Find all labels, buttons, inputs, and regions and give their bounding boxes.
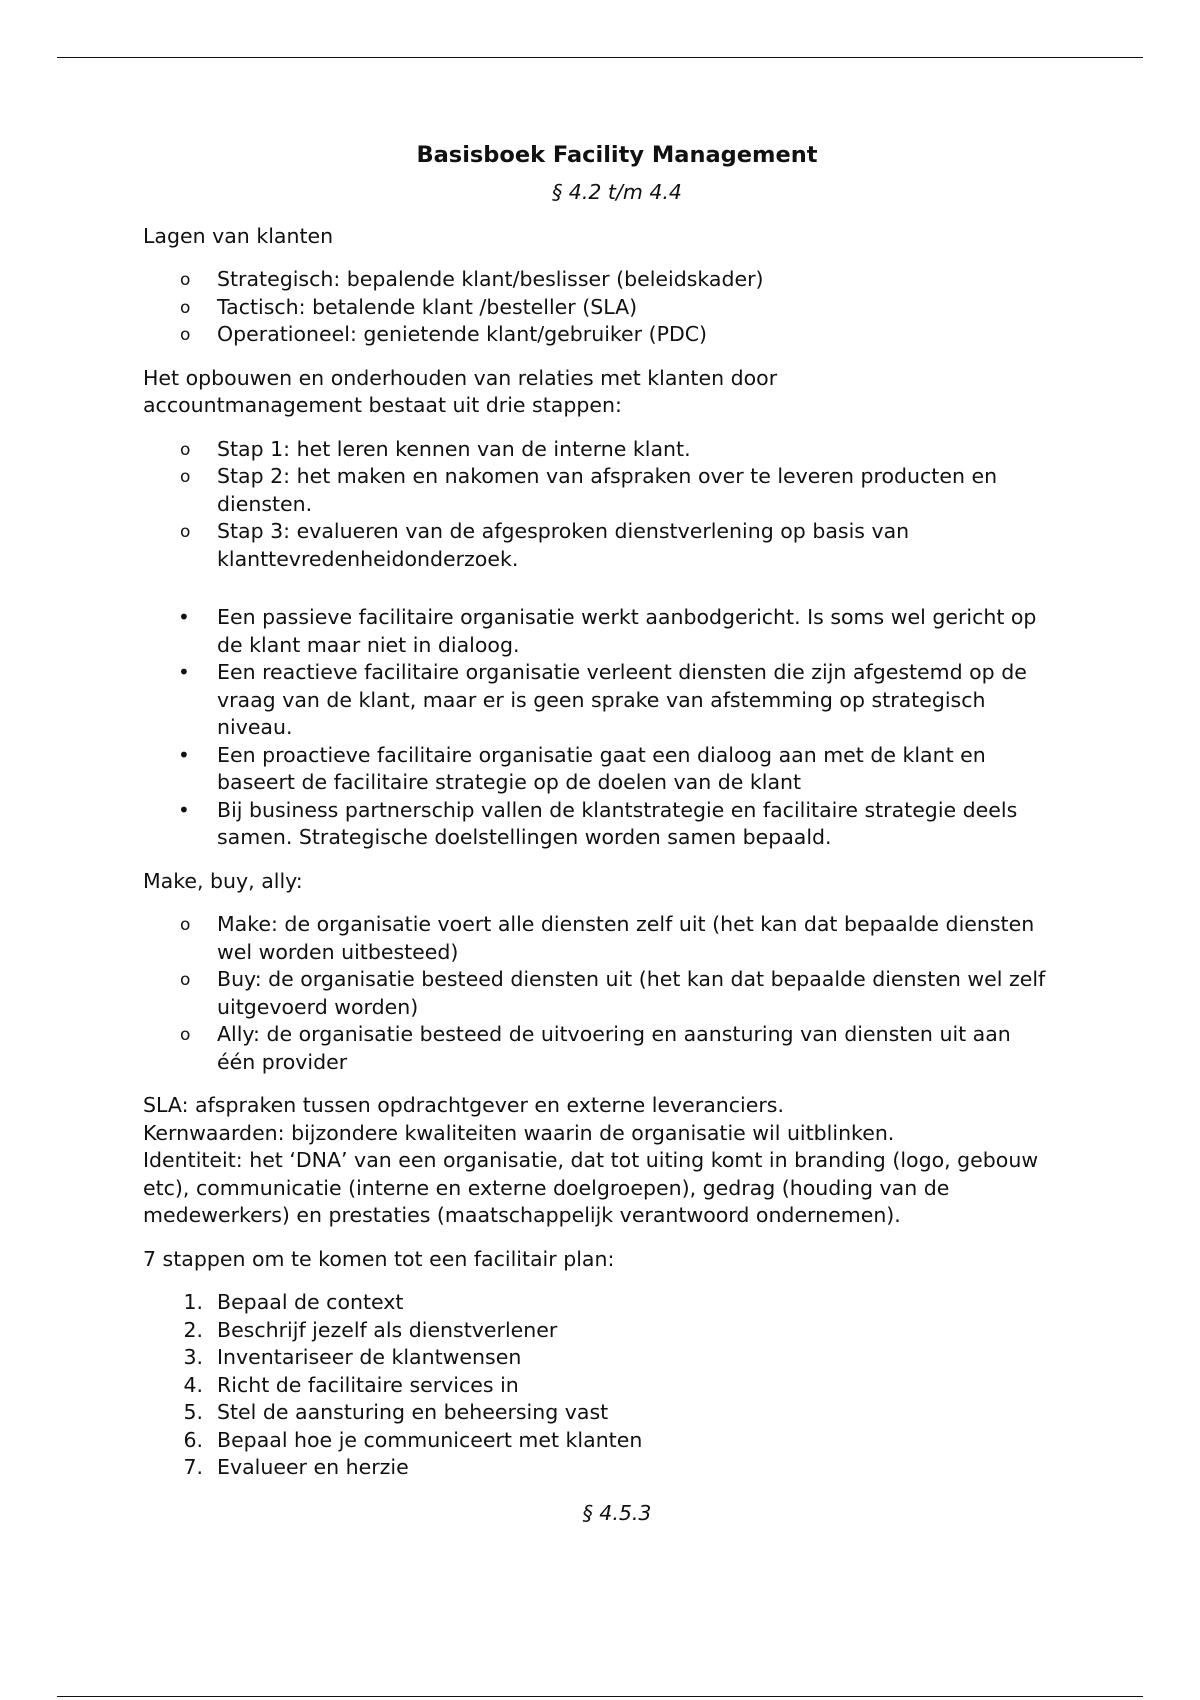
circle-bullet-icon: o: [180, 467, 191, 487]
list-item: [143, 436, 1063, 464]
list-item-text: Richt de facilitaire services in: [217, 1372, 519, 1397]
circle-bullet-icon: o: [180, 297, 191, 318]
bullet-icon: •: [178, 605, 190, 629]
list-item-text: Een reactieve facilitaire organisatie verleent diensten die zijn afgestemd op de vraag van de klant, maar er is geen sprake van afstemming op strategisch niveau.: [217, 660, 1027, 739]
list-item: [143, 266, 1063, 294]
circle-bullet-icon: o: [180, 325, 191, 345]
layers-heading: Lagen van klanten: [143, 223, 334, 248]
list-item: [143, 463, 1063, 518]
list-item-text: Stap 2: het maken en nakomen van afspraken over te leveren producten en diensten.: [217, 464, 998, 516]
plan-heading: 7 stappen om te komen tot een facilitair plan:: [143, 1246, 615, 1271]
list-item: [143, 966, 1048, 1021]
bullet-icon: •: [178, 660, 190, 684]
circle-bullet-icon: o: [180, 439, 191, 460]
list-item-text: Operationeel: genietende klant/gebruiker (PDC): [217, 322, 708, 346]
list-item: [143, 742, 1048, 797]
list-number: 2.: [183, 1317, 203, 1342]
list-item-text: Stap 3: evalueren van de afgesproken dienstverlening op basis van klanttevredenheidonderzoek.: [217, 519, 910, 571]
list-item: [143, 797, 1048, 852]
list-item: [143, 1427, 1063, 1455]
list-item-text: Stel de aansturing en beheersing vast: [217, 1400, 609, 1424]
circle-bullet-icon: o: [180, 970, 191, 990]
bullet-icon: •: [178, 742, 190, 767]
bullet-icon: •: [178, 797, 190, 822]
circle-bullet-icon: o: [180, 915, 191, 935]
list-number: 1.: [183, 1290, 203, 1314]
mba-heading: Make, buy, ally:: [143, 868, 303, 893]
list-item: [143, 1372, 1063, 1400]
list-item: [143, 659, 1048, 742]
list-item-text: Ally: de organisatie besteed de uitvoering en aansturing van diensten uit aan één provider: [217, 1022, 1011, 1074]
section-subtitle: § 4.2 t/m 4.4: [552, 180, 682, 204]
definition-kernwaarden: Kernwaarden: bijzondere kwaliteiten waarin de organisatie wil uitblinken.: [143, 1120, 895, 1145]
document-title: Basisboek Facility Management: [416, 142, 818, 168]
header-rule: [57, 57, 1143, 58]
list-item-text: Een proactieve facilitaire organisatie gaat een dialoog aan met de klant en baseert de facilitaire strategie op de doelen van de klant: [217, 742, 986, 794]
account-intro: Het opbouwen en onderhouden van relaties met klanten door accountmanagement bestaat uit drie stappen:: [143, 365, 778, 417]
list-item-text: Tactisch: betalende klant /besteller (SLA): [217, 294, 638, 319]
list-item: [143, 604, 1048, 659]
list-item: [143, 911, 1048, 966]
circle-bullet-icon: o: [180, 1025, 191, 1045]
list-item: [143, 294, 1063, 322]
list-item-text: Buy: de organisatie besteed diensten uit (het kan dat bepaalde diensten wel zelf uitgevoerd worden): [217, 967, 1046, 1019]
make-buy-ally-list: [143, 911, 1048, 1076]
list-item-text: Bepaal hoe je communiceert met klanten: [217, 1427, 643, 1452]
list-number: 6.: [183, 1427, 203, 1452]
list-item: [143, 1344, 1063, 1372]
definitions-block: [143, 1092, 1068, 1230]
list-number: 4.: [183, 1372, 203, 1397]
definition-identiteit: Identiteit: het ‘DNA’ van een organisatie, dat tot uiting komt in branding (logo, gebouw etc), communicatie (interne en externe doelgroepen), gedrag (houding van de medewerkers) en prestaties (maatschappelijk verantwoord ondernemen).: [143, 1148, 1039, 1227]
list-item-text: Make: de organisatie voert alle diensten zelf uit (het kan dat bepaalde diensten wel worden uitbesteed): [217, 912, 1035, 964]
list-item-text: Bepaal de context: [217, 1290, 404, 1314]
list-item: [143, 1021, 1048, 1076]
list-item: [143, 1317, 1063, 1345]
list-item-text: Evalueer en herzie: [217, 1455, 409, 1479]
circle-bullet-icon: o: [180, 270, 191, 290]
list-item-text: Strategisch: bepalende klant/beslisser (beleidskader): [217, 267, 764, 291]
list-item: [143, 518, 1063, 573]
list-item: [143, 1454, 1063, 1482]
list-item-text: Inventariseer de klantwensen: [217, 1345, 522, 1369]
list-number: 3.: [183, 1345, 203, 1369]
steps-list: [143, 436, 1063, 574]
organisation-types-list: [143, 604, 1048, 852]
list-item: [143, 1289, 1063, 1317]
document-page: [143, 140, 1063, 1527]
circle-bullet-icon: o: [180, 522, 191, 542]
list-item: [143, 321, 1063, 349]
list-number: 7.: [183, 1455, 203, 1479]
section-mark: § 4.5.3: [582, 1500, 652, 1525]
definition-sla: SLA: afspraken tussen opdrachtgever en externe leveranciers.: [143, 1093, 784, 1117]
list-item-text: Een passieve facilitaire organisatie werkt aanbodgericht. Is soms wel gericht op de klant maar niet in dialoog.: [217, 605, 1037, 657]
plan-steps-list: [143, 1289, 1063, 1482]
list-number: 5.: [183, 1400, 203, 1424]
list-item: [143, 1399, 1063, 1427]
list-item-text: Stap 1: het leren kennen van de interne klant.: [217, 436, 691, 461]
list-item-text: Bij business partnerschip vallen de klantstrategie en facilitaire strategie deels samen. Strategische doelstellingen worden samen bepaald.: [217, 797, 1018, 849]
footer-rule: [57, 1696, 1143, 1697]
list-item-text: Beschrijf jezelf als dienstverlener: [217, 1317, 558, 1342]
layers-list: [143, 266, 1063, 349]
